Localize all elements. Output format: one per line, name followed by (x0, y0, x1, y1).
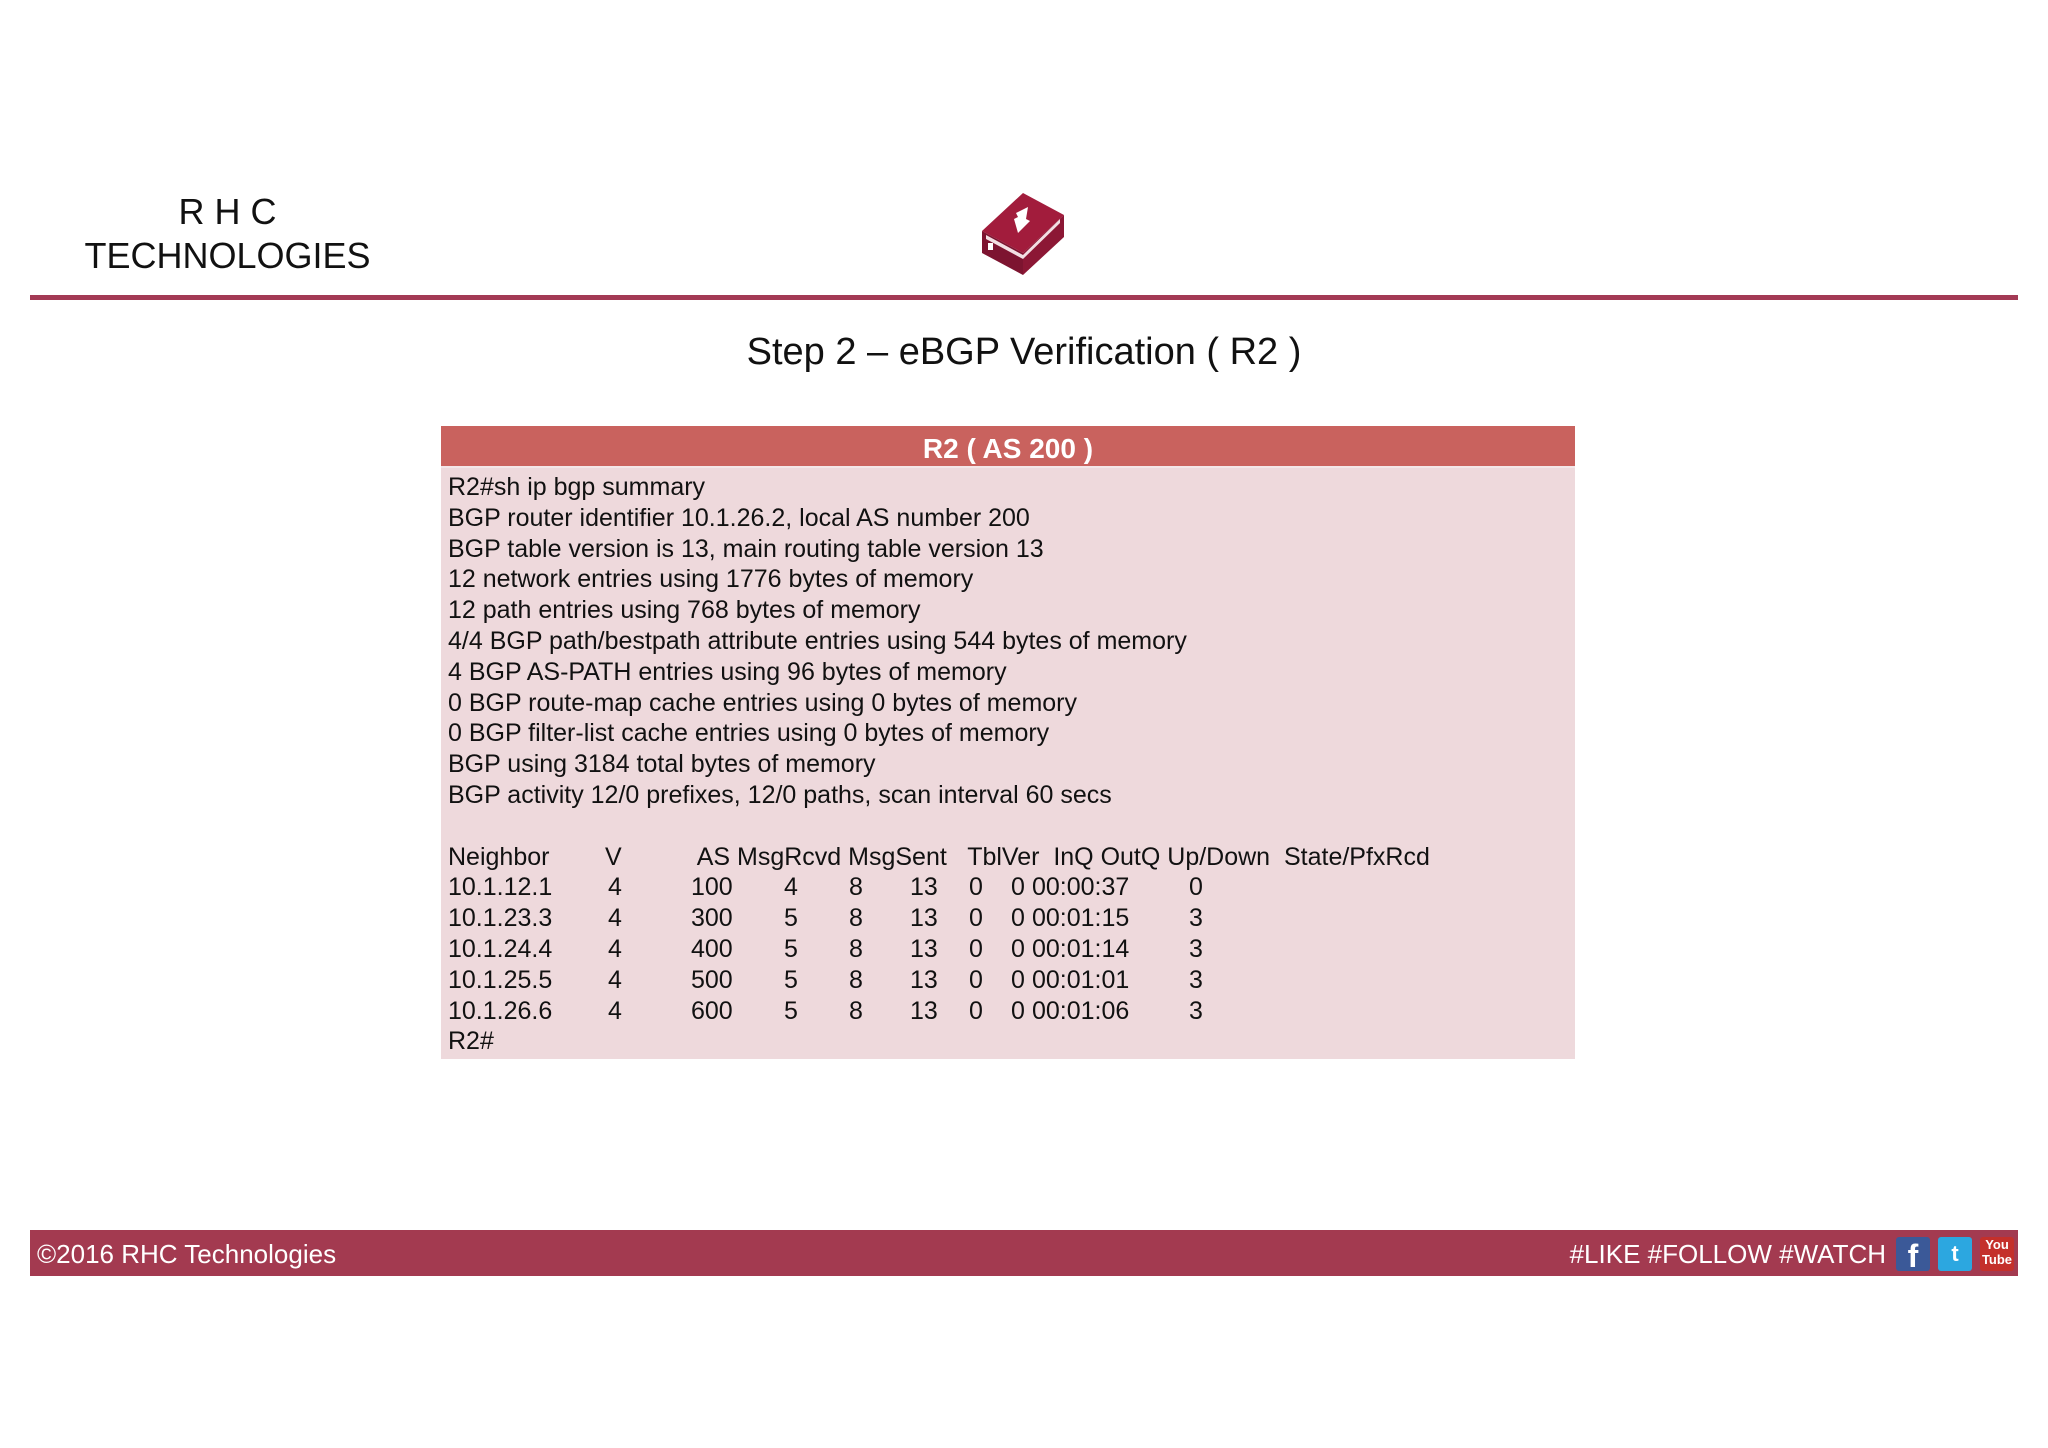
neighbor-updown: 00:01:15 (1032, 904, 1130, 933)
neighbor-state-pfxrcd: 3 (1189, 904, 1203, 933)
cli-line: 12 network entries using 1776 bytes of memory (448, 565, 974, 594)
cli-line: BGP activity 12/0 prefixes, 12/0 paths, scan interval 60 secs (448, 780, 1112, 809)
neighbor-msgrcvd: 5 (784, 965, 798, 994)
brand-line-1: R H C (178, 191, 277, 232)
neighbor-state-pfxrcd: 0 (1189, 873, 1203, 902)
neighbor-as: 500 (691, 965, 733, 994)
neighbor-version: 4 (608, 873, 622, 902)
neighbor-address: 10.1.23.3 (448, 904, 553, 933)
neighbor-as: 400 (691, 934, 733, 963)
neighbor-outq: 0 (1011, 873, 1025, 902)
neighbor-state-pfxrcd: 3 (1189, 965, 1203, 994)
neighbor-updown: 00:01:14 (1032, 934, 1130, 963)
twitter-glyph: t (1951, 1241, 1959, 1266)
neighbor-msgsent: 8 (849, 965, 863, 994)
footer-bar (30, 1230, 2018, 1276)
neighbor-outq: 0 (1011, 934, 1025, 963)
cli-line: BGP table version is 13, main routing table version 13 (448, 534, 1044, 563)
neighbor-inq: 0 (969, 904, 983, 933)
header-divider (30, 295, 2018, 300)
cli-line: 4 BGP AS-PATH entries using 96 bytes of memory (448, 657, 1007, 686)
neighbor-msgrcvd: 4 (784, 873, 798, 902)
facebook-icon[interactable] (1896, 1237, 1930, 1274)
brand-logo (60, 190, 395, 278)
blank-line (448, 811, 1575, 842)
neighbor-version: 4 (608, 996, 622, 1025)
neighbor-tblver: 13 (910, 934, 938, 963)
cli-output-panel (441, 426, 1575, 1059)
table-row (448, 934, 1575, 965)
table-row (448, 903, 1575, 934)
page-title: Step 2 – eBGP Verification ( R2 ) (746, 331, 1302, 373)
cli-line: R2#sh ip bgp summary (448, 473, 706, 501)
cli-line: 12 path entries using 768 bytes of memory (448, 596, 921, 625)
neighbor-address: 10.1.12.1 (448, 873, 553, 902)
cli-line: 0 BGP filter-list cache entries using 0 bytes of memory (448, 719, 1050, 748)
neighbor-updown: 00:00:37 (1032, 873, 1130, 902)
neighbor-msgsent: 8 (849, 873, 863, 902)
social-tags: #LIKE #FOLLOW #WATCH (1569, 1239, 1886, 1269)
neighbor-msgrcvd: 5 (784, 934, 798, 963)
neighbor-tblver: 13 (910, 996, 938, 1025)
cli-line: 4/4 BGP path/bestpath attribute entries using 544 bytes of memory (448, 626, 1187, 655)
cli-line: 0 BGP route-map cache entries using 0 bytes of memory (448, 688, 1078, 717)
neighbor-msgsent: 8 (849, 904, 863, 933)
neighbor-outq: 0 (1011, 904, 1025, 933)
cli-line: BGP router identifier 10.1.26.2, local AS number 200 (448, 503, 1030, 532)
neighbor-inq: 0 (969, 934, 983, 963)
table-row (448, 996, 1575, 1027)
neighbor-updown: 00:01:06 (1032, 996, 1130, 1025)
neighbor-inq: 0 (969, 965, 983, 994)
neighbor-state-pfxrcd: 3 (1189, 934, 1203, 963)
neighbor-as: 100 (691, 873, 733, 902)
neighbor-table-header: Neighbor V AS MsgRcvd MsgSent TblVer InQ OutQ Up/Down State/PfxRcd (448, 842, 1430, 871)
youtube-icon[interactable] (1980, 1237, 2014, 1271)
brand-line-2: TECHNOLOGIES (84, 235, 371, 276)
cli-prompt: R2# (448, 1027, 494, 1056)
facebook-glyph: f (1907, 1238, 1919, 1274)
neighbor-inq: 0 (969, 873, 983, 902)
neighbor-as: 300 (691, 904, 733, 933)
neighbor-msgsent: 8 (849, 934, 863, 963)
twitter-icon[interactable] (1938, 1237, 1972, 1271)
neighbor-outq: 0 (1011, 996, 1025, 1025)
cli-line: BGP using 3184 total bytes of memory (448, 750, 876, 779)
table-row (448, 872, 1575, 903)
neighbor-address: 10.1.26.6 (448, 996, 553, 1025)
neighbor-version: 4 (608, 965, 622, 994)
youtube-glyph: You Tube (1981, 1237, 2013, 1267)
neighbor-tblver: 13 (910, 965, 938, 994)
neighbor-version: 4 (608, 904, 622, 933)
neighbor-inq: 0 (969, 996, 983, 1025)
neighbor-msgrcvd: 5 (784, 996, 798, 1025)
neighbor-outq: 0 (1011, 965, 1025, 994)
neighbor-version: 4 (608, 934, 622, 963)
neighbor-updown: 00:01:01 (1032, 965, 1130, 994)
neighbor-tblver: 13 (910, 873, 938, 902)
neighbor-address: 10.1.24.4 (448, 934, 553, 963)
panel-header: R2 ( AS 200 ) (441, 426, 1575, 468)
book-icon (968, 183, 1078, 288)
neighbor-state-pfxrcd: 3 (1189, 996, 1203, 1025)
neighbor-address: 10.1.25.5 (448, 965, 553, 994)
neighbor-msgsent: 8 (849, 996, 863, 1025)
copyright-text: ©2016 RHC Technologies (37, 1239, 337, 1269)
table-row (448, 965, 1575, 996)
neighbor-as: 600 (691, 996, 733, 1025)
neighbor-msgrcvd: 5 (784, 904, 798, 933)
neighbor-tblver: 13 (910, 904, 938, 933)
